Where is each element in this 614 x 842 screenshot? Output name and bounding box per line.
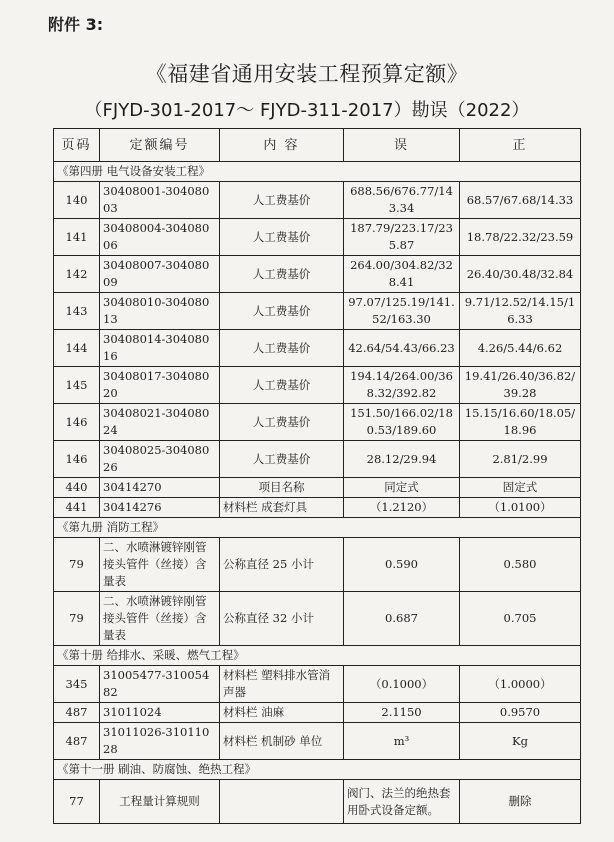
cell-right: 2.81/2.99	[460, 441, 581, 478]
table-row	[54, 441, 581, 478]
cell-page: 146	[54, 404, 100, 441]
cell-right: 19.41/26.40/36.82/39.28	[460, 367, 581, 404]
cell-right: （1.0000）	[460, 666, 581, 703]
table-row	[54, 478, 581, 498]
cell-page: 144	[54, 330, 100, 367]
cell-content: 项目名称	[220, 478, 344, 498]
cell-code: 31011024	[100, 703, 220, 723]
cell-right: 9.71/12.52/14.15/16.33	[460, 293, 581, 330]
cell-wrong: 42.64/54.43/66.23	[344, 330, 460, 367]
section-row	[54, 646, 581, 666]
cell-page: 441	[54, 498, 100, 518]
header-page: 页码	[54, 129, 100, 162]
cell-wrong: m³	[344, 723, 460, 760]
cell-right: 18.78/22.32/23.59	[460, 219, 581, 256]
cell-wrong: 0.687	[344, 592, 460, 646]
cell-code: 30408025-30408026	[100, 441, 220, 478]
cell-code: 30408004-30408006	[100, 219, 220, 256]
cell-page: 79	[54, 592, 100, 646]
document-subtitle: （FJYD-301-2017～ FJYD-311-2017）勘误（2022）	[84, 100, 530, 121]
cell-wrong: 0.590	[344, 538, 460, 592]
cell-wrong: 264.00/304.82/328.41	[344, 256, 460, 293]
cell-content: 材料栏 油麻	[220, 703, 344, 723]
cell-content: 人工费基价	[220, 182, 344, 219]
cell-code: 31005477-31005482	[100, 666, 220, 703]
cell-code: 30408001-30408003	[100, 182, 220, 219]
cell-content: 人工费基价	[220, 367, 344, 404]
table-header-row	[54, 129, 581, 162]
cell-code: 30408007-30408009	[100, 256, 220, 293]
cell-page: 145	[54, 367, 100, 404]
cell-page: 77	[54, 780, 100, 824]
cell-wrong: 2.1150	[344, 703, 460, 723]
errata-table	[53, 128, 581, 824]
table-row	[54, 367, 581, 404]
table-row	[54, 592, 581, 646]
cell-page: 487	[54, 723, 100, 760]
section-row	[54, 518, 581, 538]
cell-content: 材料栏 塑料排水管消声器	[220, 666, 344, 703]
cell-code: 31011026-31011028	[100, 723, 220, 760]
table-row	[54, 293, 581, 330]
cell-right: 0.9570	[460, 703, 581, 723]
table-row	[54, 219, 581, 256]
cell-content: 人工费基价	[220, 293, 344, 330]
document-title: 《福建省通用安装工程预算定额》	[145, 62, 469, 86]
section-title: 《第四册 电气设备安装工程》	[54, 162, 581, 182]
cell-wrong: 阀门、法兰的绝热套用卧式设备定额。	[344, 780, 460, 824]
cell-right: 15.15/16.60/18.05/18.96	[460, 404, 581, 441]
cell-content: 人工费基价	[220, 441, 344, 478]
table-row	[54, 723, 581, 760]
cell-right: Kg	[460, 723, 581, 760]
cell-wrong: 688.56/676.77/143.34	[344, 182, 460, 219]
table-row	[54, 780, 581, 824]
cell-page: 487	[54, 703, 100, 723]
section-row	[54, 162, 581, 182]
cell-code: 二、水喷淋镀锌刚管接头管件（丝接）含量表	[100, 592, 220, 646]
table-row	[54, 538, 581, 592]
cell-page: 146	[54, 441, 100, 478]
cell-right: 68.57/67.68/14.33	[460, 182, 581, 219]
cell-page: 345	[54, 666, 100, 703]
cell-wrong: （0.1000）	[344, 666, 460, 703]
section-row	[54, 760, 581, 780]
cell-wrong: （1.2120）	[344, 498, 460, 518]
cell-wrong: 同定式	[344, 478, 460, 498]
header-right: 正	[460, 129, 581, 162]
header-content: 内 容	[220, 129, 344, 162]
cell-content: 公称直径 32 小计	[220, 592, 344, 646]
cell-right: 固定式	[460, 478, 581, 498]
table-row	[54, 666, 581, 703]
cell-content: 材料栏 成套灯具	[220, 498, 344, 518]
cell-page: 140	[54, 182, 100, 219]
cell-wrong: 187.79/223.17/235.87	[344, 219, 460, 256]
cell-right: 0.580	[460, 538, 581, 592]
cell-wrong: 97.07/125.19/141.52/163.30	[344, 293, 460, 330]
section-title: 《第十一册 刷油、防腐蚀、绝热工程》	[54, 760, 581, 780]
cell-content: 人工费基价	[220, 404, 344, 441]
cell-right: （1.0100）	[460, 498, 581, 518]
table-row	[54, 182, 581, 219]
cell-content: 公称直径 25 小计	[220, 538, 344, 592]
cell-content: 人工费基价	[220, 219, 344, 256]
cell-page: 141	[54, 219, 100, 256]
cell-page: 142	[54, 256, 100, 293]
cell-right: 26.40/30.48/32.84	[460, 256, 581, 293]
cell-code: 30408021-30408024	[100, 404, 220, 441]
cell-wrong: 194.14/264.00/368.32/392.82	[344, 367, 460, 404]
header-code: 定额编号	[100, 129, 220, 162]
cell-right: 0.705	[460, 592, 581, 646]
cell-right: 4.26/5.44/6.62	[460, 330, 581, 367]
cell-content: 人工费基价	[220, 256, 344, 293]
cell-code: 二、水喷淋镀锌刚管接头管件（丝接）含量表	[100, 538, 220, 592]
section-title: 《第十册 给排水、采暖、燃气工程》	[54, 646, 581, 666]
cell-code: 30408010-30408013	[100, 293, 220, 330]
cell-page: 79	[54, 538, 100, 592]
attachment-label: 附件 3:	[48, 15, 104, 34]
cell-content: 人工费基价	[220, 330, 344, 367]
cell-page: 143	[54, 293, 100, 330]
cell-wrong: 151.50/166.02/180.53/189.60	[344, 404, 460, 441]
cell-wrong: 28.12/29.94	[344, 441, 460, 478]
table-row	[54, 404, 581, 441]
cell-content	[220, 780, 344, 824]
table-row	[54, 256, 581, 293]
cell-code: 30414270	[100, 478, 220, 498]
cell-code: 工程量计算规则	[100, 780, 220, 824]
section-title: 《第九册 消防工程》	[54, 518, 581, 538]
cell-content: 材料栏 机制砂 单位	[220, 723, 344, 760]
table-row	[54, 498, 581, 518]
cell-page: 440	[54, 478, 100, 498]
cell-code: 30408014-30408016	[100, 330, 220, 367]
cell-code: 30408017-30408020	[100, 367, 220, 404]
table-row	[54, 703, 581, 723]
header-wrong: 误	[344, 129, 460, 162]
cell-code: 30414276	[100, 498, 220, 518]
table-row	[54, 330, 581, 367]
cell-right: 删除	[460, 780, 581, 824]
